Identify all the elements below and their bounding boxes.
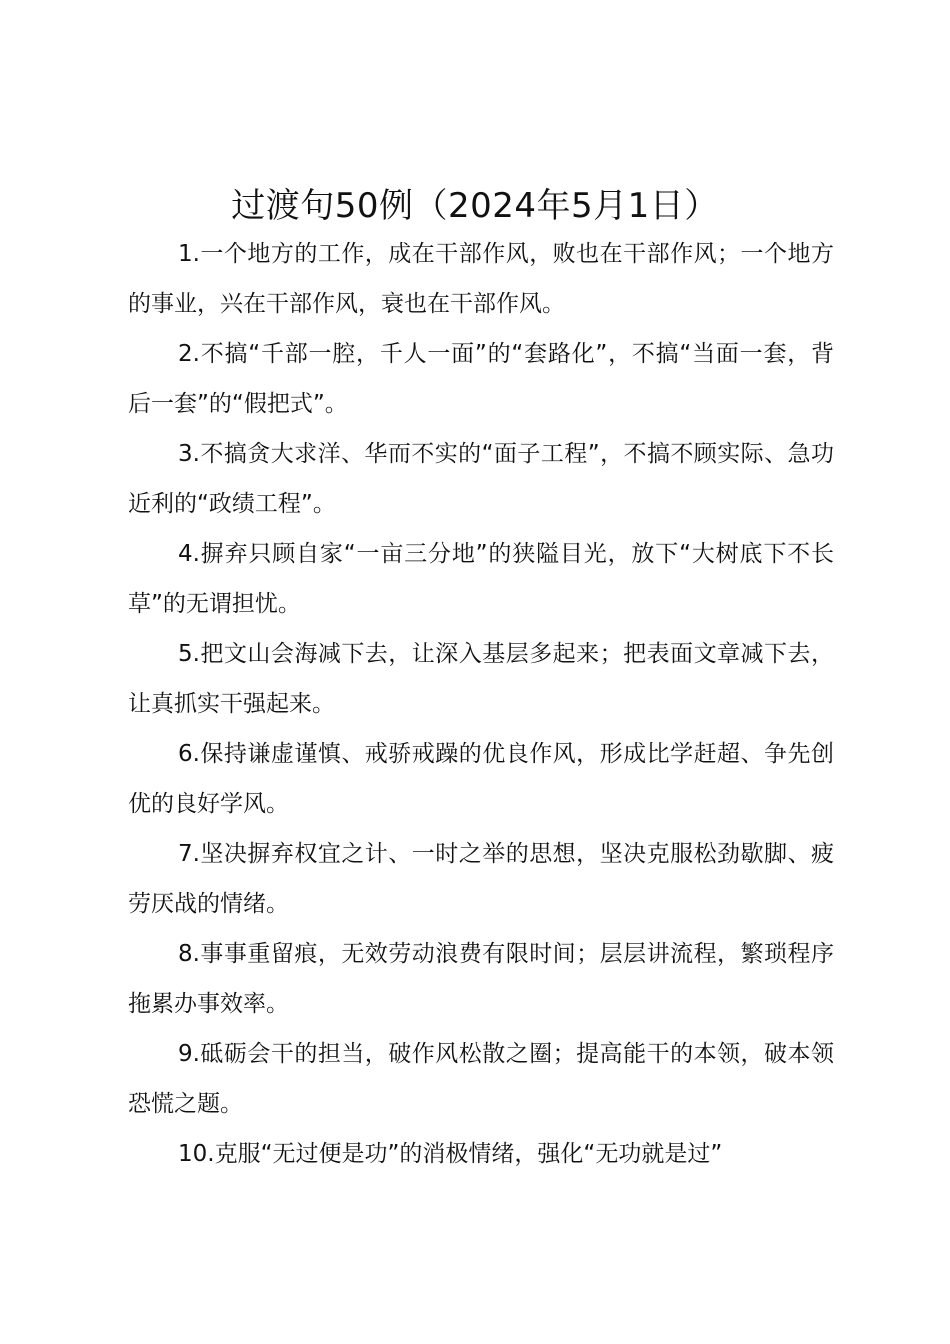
document-title: 过渡句50例（2024年5月1日） bbox=[231, 186, 719, 226]
paragraph-4: 4.摒弃只顾自家“一亩三分地”的狭隘目光，放下“大树底下不长草”的无谓担忧。 bbox=[128, 541, 834, 617]
paragraph-7: 7.坚决摒弃权宜之计、一时之举的思想，坚决克服松劲歇脚、疲劳厌战的情绪。 bbox=[128, 841, 834, 917]
paragraph-5: 5.把文山会海减下去，让深入基层多起来；把表面文章减下去，让真抓实干强起来。 bbox=[128, 641, 834, 717]
paragraph-2: 2.不搞“千部一腔，千人一面”的“套路化”，不搞“当面一套，背后一套”的“假把式”。 bbox=[128, 341, 834, 417]
paragraph-3: 3.不搞贪大求洋、华而不实的“面子工程”，不搞不顾实际、急功近利的“政绩工程”。 bbox=[128, 441, 834, 517]
paragraph-1: 1.一个地方的工作，成在干部作风，败也在干部作风；一个地方的事业，兴在干部作风，衰也在干部作风。 bbox=[128, 241, 834, 317]
document-body bbox=[128, 229, 834, 1179]
paragraph-6: 6.保持谦虚谨慎、戒骄戒躁的优良作风，形成比学赶超、争先创优的良好学风。 bbox=[128, 741, 834, 817]
paragraph-8: 8.事事重留痕，无效劳动浪费有限时间；层层讲流程，繁琐程序拖累办事效率。 bbox=[128, 941, 834, 1017]
paragraph-10: 10.克服“无过便是功”的消极情绪，强化“无功就是过” bbox=[178, 1141, 723, 1167]
paragraph-9: 9.砥砺会干的担当，破作风松散之圈；提高能干的本领，破本领恐慌之题。 bbox=[128, 1041, 834, 1117]
